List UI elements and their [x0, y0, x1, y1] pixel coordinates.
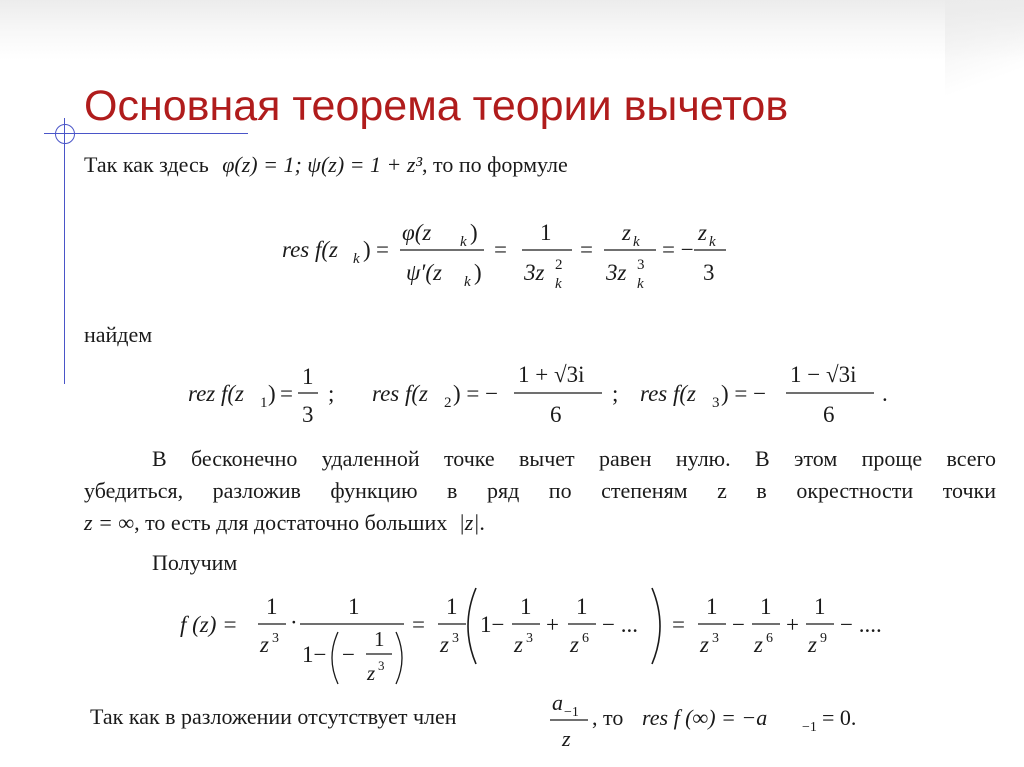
crosshair-icon [55, 124, 75, 144]
para2-line3-end: . [479, 510, 485, 535]
para2-line1: В бесконечно удаленной точке вычет равен нулю. В этом проще всего [152, 446, 996, 471]
r1-semicolon: ; [328, 381, 335, 406]
r3-label: res f(z [640, 381, 697, 406]
res-zk-eq3: = [580, 237, 593, 262]
r3-period: . [882, 381, 888, 406]
res-zk-lhs-sub: k [353, 251, 360, 267]
formula-expansion [176, 584, 906, 694]
page-title: Основная теорема теории вычетов [84, 82, 789, 130]
res-zk-sub-k1: k [555, 276, 562, 292]
res-zk-psi: ψ′(z [406, 260, 442, 285]
res-zk-psi-sub: k [464, 274, 471, 290]
exp-inner-num: 1 [374, 627, 385, 651]
exp-t5-den: z [700, 632, 709, 657]
res-zk-phi: φ(z [402, 220, 432, 245]
exp-t1-num: 1 [266, 594, 278, 619]
r2-label: res f(z [372, 381, 429, 406]
svg-text:) = −: ) = − [453, 381, 499, 406]
paragraph-1 [84, 150, 568, 180]
exp-t6-den: z [754, 632, 763, 657]
exp-t3-sup: 3 [526, 631, 533, 646]
exp-t4-num: 1 [576, 594, 588, 619]
word-find: найдем [84, 322, 153, 347]
final-frac-num: a [552, 690, 563, 715]
res-zk-eq2: = [494, 237, 507, 262]
r1-eq: ) [268, 381, 276, 406]
res-zk-z-final: z [698, 220, 707, 245]
exp-inner-sup: 3 [378, 658, 385, 673]
exp-t4-sup: 6 [582, 631, 589, 646]
para2-line3 [84, 508, 485, 538]
exp-big-minus: − [342, 642, 355, 667]
slide-frame-corner [945, 0, 1024, 130]
exp-t7-num: 1 [814, 594, 826, 619]
res-zk-psi-paren: ) [474, 260, 482, 285]
word-get: Получим [152, 550, 238, 575]
final-frac-den: z [562, 726, 571, 751]
svg-text:) = −: ) = − [721, 381, 767, 406]
exp-end-dots: − .... [840, 612, 882, 637]
res-zk-eq4: = − [662, 237, 694, 262]
exp-t6-num: 1 [760, 594, 772, 619]
exp-dot: · [290, 610, 298, 635]
exp-minus2: − [732, 612, 745, 637]
final-formula: res f (∞) = −a [642, 705, 768, 730]
r1-num: 1 [302, 364, 314, 389]
res-zk-sub-k2: k [637, 276, 644, 292]
res-zk-lhs: res f(z [282, 237, 339, 262]
res-zk-z-num: z [622, 220, 631, 245]
res-zk-phi-sub: k [460, 234, 467, 250]
res-zk-eq1: = [376, 237, 389, 262]
exp-lhs: f (z) = [180, 612, 238, 637]
para1-lead: Так как здесь [84, 152, 209, 177]
r1-label: rez f(z [188, 381, 245, 406]
exp-plus2: + [786, 612, 799, 637]
exp-big-num: 1 [348, 594, 360, 619]
formula-residues [180, 348, 900, 433]
exp-t7-sup: 9 [820, 631, 827, 646]
r2-sub: 2 [444, 395, 452, 411]
para1-tail: , то по формуле [422, 152, 568, 177]
exp-inner-den: z [367, 661, 376, 685]
r3-num: 1 − √3i [790, 362, 857, 387]
exp-t4-den: z [570, 632, 579, 657]
final-formula-end: = 0. [822, 705, 857, 730]
para2-abs-z: |z| [458, 510, 480, 535]
formula-res-zk [270, 205, 740, 300]
res-zk-phi-paren: ) [470, 220, 478, 245]
r3-sub: 3 [712, 395, 720, 411]
exp-t3-den: z [514, 632, 523, 657]
exp-t2-num: 1 [446, 594, 458, 619]
exp-t2-den: z [440, 632, 449, 657]
exp-t3-num: 1 [520, 594, 532, 619]
r1-sub: 1 [260, 395, 268, 411]
r2-num: 1 + √3i [518, 362, 585, 387]
exp-t1-den: z [260, 632, 269, 657]
res-zk-lhs-paren: ) [363, 237, 371, 262]
exp-t7-den: z [808, 632, 817, 657]
exp-t2-sup: 3 [452, 631, 459, 646]
decor-vertical-line [64, 118, 65, 384]
exp-eq1: = [412, 612, 425, 637]
para2-z-infinity: z = ∞ [84, 510, 135, 535]
formula-final [546, 688, 876, 758]
exp-big-den: 1− [302, 642, 327, 667]
exp-t6-sup: 6 [766, 631, 773, 646]
r2-semicolon: ; [612, 381, 619, 406]
res-zk-z-final-sub: k [709, 234, 716, 250]
exp-t5-num: 1 [706, 594, 718, 619]
final-frac-sub: −1 [564, 705, 579, 720]
res-zk-3z3: 3z [606, 260, 627, 285]
exp-paren-1: 1− [480, 612, 505, 637]
res-zk-sup2: 2 [555, 257, 563, 273]
exp-t5-sup: 3 [712, 631, 719, 646]
para2-line3-text: , то есть для достаточно больших [134, 510, 448, 535]
final-formula-sub: −1 [802, 720, 817, 735]
para1-formula: φ(z) = 1; ψ(z) = 1 + z³ [222, 152, 423, 177]
res-zk-sup3: 3 [637, 257, 645, 273]
res-zk-z-num-sub: k [633, 234, 640, 250]
r2-den: 6 [550, 402, 562, 427]
r1-den: 3 [302, 402, 314, 427]
svg-text:=: = [280, 381, 293, 406]
exp-plus1: + [546, 612, 559, 637]
res-zk-one: 1 [540, 220, 552, 245]
res-zk-3z: 3z [524, 260, 545, 285]
para3-lead: Так как в разложении отсутствует член [90, 704, 457, 729]
res-zk-three: 3 [703, 260, 715, 285]
final-mid: , то [592, 705, 624, 730]
exp-t1-sup: 3 [272, 631, 279, 646]
exp-eq2: = [672, 612, 685, 637]
slide-frame-top [0, 0, 1024, 60]
exp-paren-dots: − ... [602, 612, 638, 637]
r3-den: 6 [823, 402, 835, 427]
para2-line2: убедиться, разложив функцию в ряд по степеням z в окрестности точки [84, 478, 996, 503]
